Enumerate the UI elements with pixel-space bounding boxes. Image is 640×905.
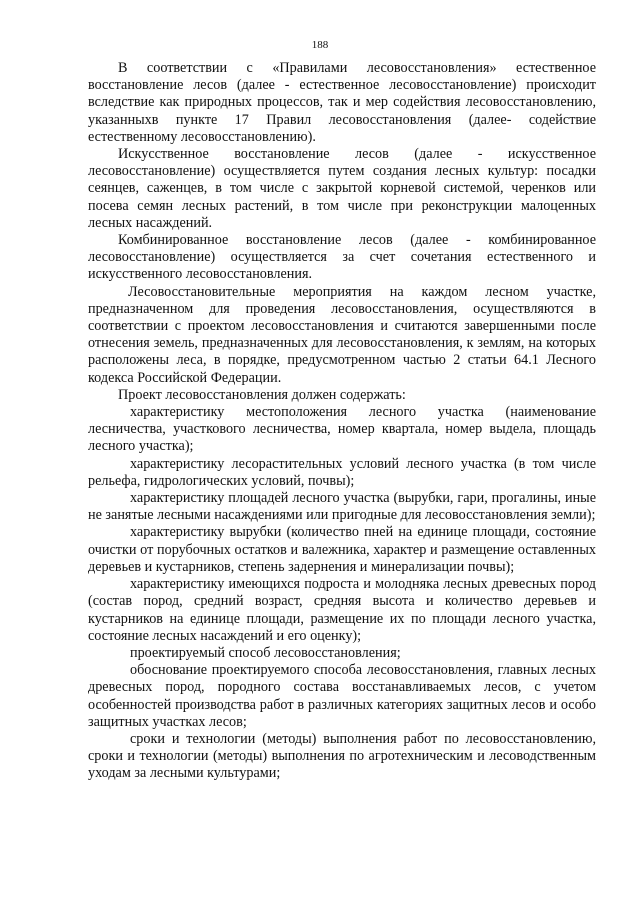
list-item-location: характеристику местоположения лесного участка (наименование лесничества, участкового лесничества, номер квартала, номер выдела, площадь лесного участка); — [88, 404, 596, 455]
list-item-plot-areas: характеристику площадей лесного участка (вырубки, гари, прогалины, иные не занятые лесными насаждениями или пригодные для лесовосстановления земли); — [88, 490, 596, 524]
paragraph-artificial-regeneration: Искусственное восстановление лесов (далее - искусственное лесовосстановление) осуществляется путем создания лесных культур: посадки сеянцев, саженцев, в том числе с закрытой корневой системой, черенков или посева семян лесных растений, в том числе при реконструкции малоценных лесных насаждений. — [88, 146, 596, 231]
list-item-clearing: характеристику вырубки (количество пней на единице площади, состояние очистки от порубочных остатков и валежника, характер и размещение оставленных деревьев и кустарников, степень задернения и минерализации почвы); — [88, 524, 596, 575]
paragraph-project-contents-intro: Проект лесовосстановления должен содержать: — [118, 386, 406, 403]
paragraph-natural-regeneration: В соответствии с «Правилами лесовосстановления» естественное восстановление лесов (далее - естественное лесовосстановление) происходит вследствие как природных процессов, так и мер содействия лесовосстановлению, указанныхв пункте 17 Правил лесовосстановления (далее- содействие естественному лесовосстановлению). — [88, 60, 596, 145]
list-item-justification: обоснование проектируемого способа лесовосстановления, главных лесных древесных пород, породного состава восстанавливаемых лесов, с учетом особенностей производства работ в различных категориях защитных лесов и особо защитных участках лесов; — [88, 662, 596, 730]
page-number: 188 — [311, 39, 329, 51]
document-body — [88, 60, 596, 783]
list-item-undergrowth: характеристику имеющихся подроста и молодняка лесных древесных пород (состав пород, средний возраст, средняя высота и количество деревьев и кустарников на единице площади, размещение их по площади лесного участка, состояние лесных насаждений и его оценку); — [88, 576, 596, 644]
paragraph-combined-regeneration: Комбинированное восстановление лесов (далее - комбинированное лесовосстановление) осуществляется за счет сочетания естественного и искусственного лесовосстановления. — [88, 232, 596, 283]
list-item-method: проектируемый способ лесовосстановления; — [130, 644, 401, 661]
list-item-growing-conditions: характеристику лесорастительных условий лесного участка (в том числе рельефа, гидрологических условий, почвы); — [88, 455, 596, 489]
paragraph-regeneration-measures: Лесовосстановительные мероприятия на каждом лесном участке, предназначенном для проведения лесовосстановления, осуществляются в соответствии с проектом лесовосстановления и считаются завершенными после отнесения земель, предназначенных для лесовосстановления, к землям, на которых расположены леса, в порядке, предусмотренном частью 2 статьи 64.1 Лесного кодекса Российской Федерации. — [88, 283, 596, 386]
list-item-timing: сроки и технологии (методы) выполнения работ по лесовосстановлению, сроки и технологии (методы) выполнения по агротехническим и лесоводственным уходам за лесными культурами; — [88, 730, 596, 782]
